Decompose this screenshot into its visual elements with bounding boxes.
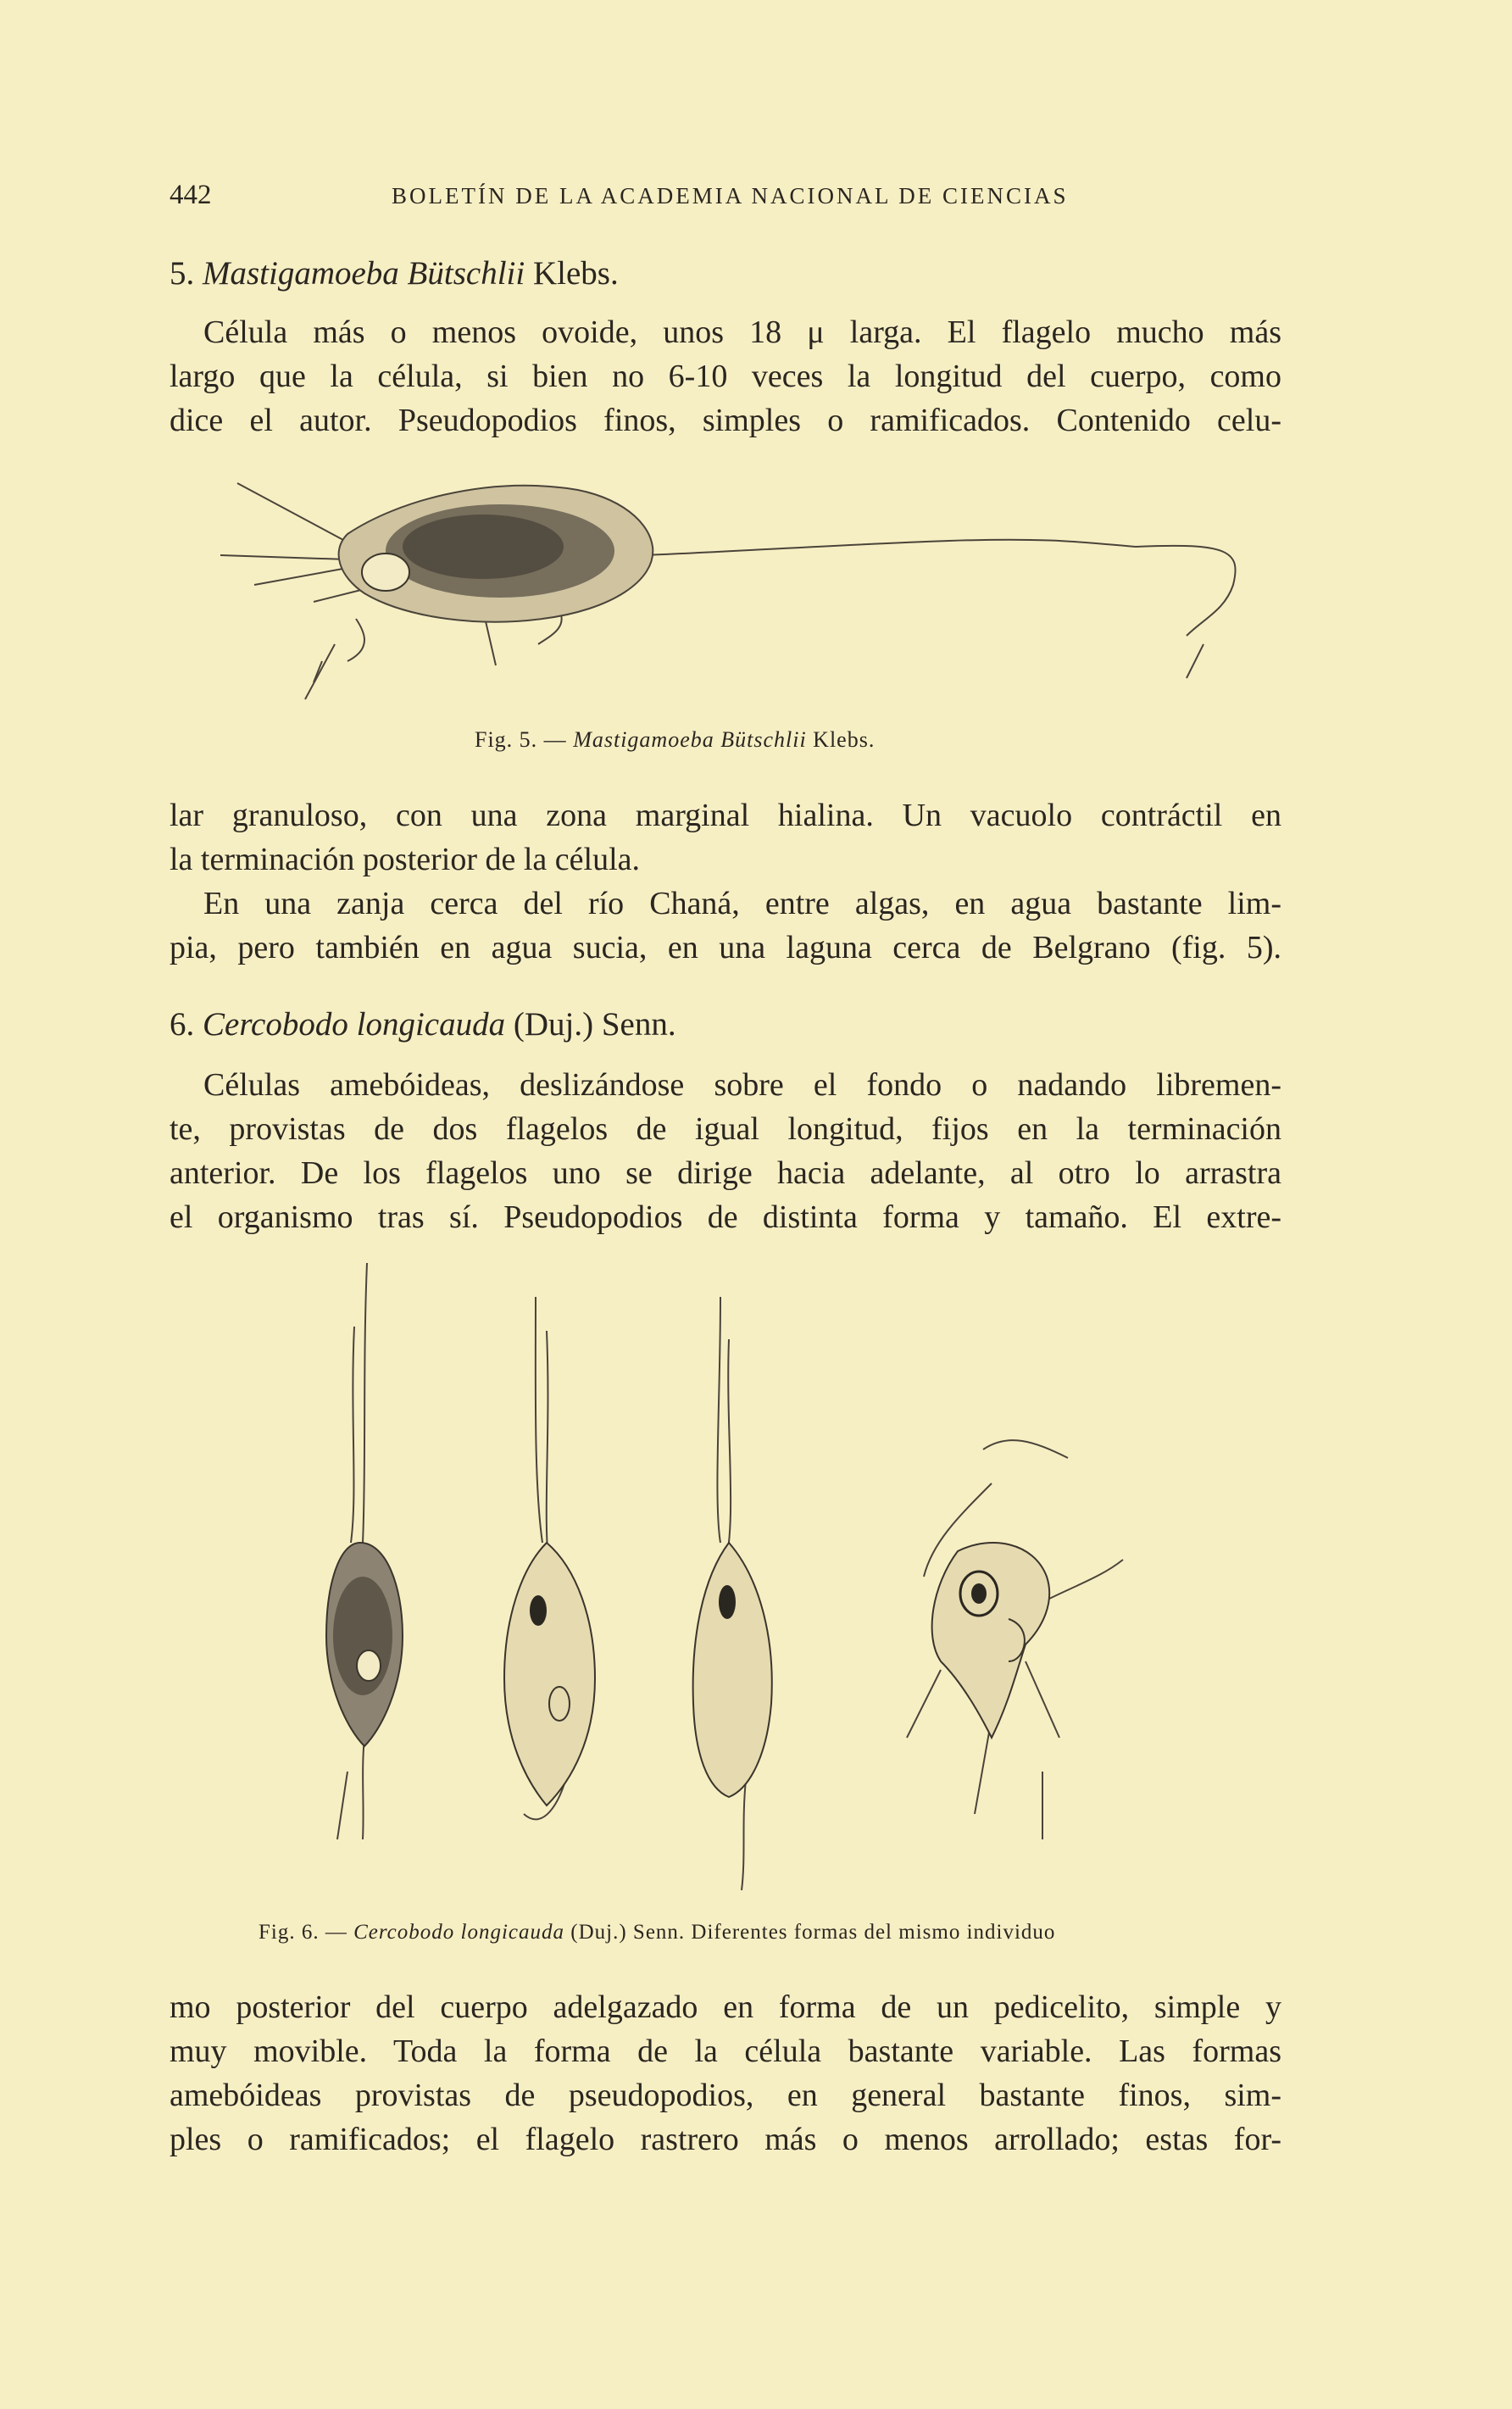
figure-5-author: Klebs. (813, 727, 876, 752)
section-6-paragraph-1 (170, 1063, 1281, 1239)
section-5-title (170, 253, 1288, 295)
figure-6-description: Diferentes formas del mismo individuo (691, 1921, 1056, 1944)
figure-5-illustration (203, 466, 1254, 720)
section-6-paragraph-2 (170, 1985, 1281, 2161)
text-line: lar granuloso, con una zona marginal hialina. Un vacuolo contráctil en (170, 798, 1281, 833)
running-head (170, 180, 1288, 214)
running-title: BOLETÍN DE LA ACADEMIA NACIONAL DE CIENCIAS (392, 183, 1069, 209)
section-5-paragraph-3 (170, 882, 1281, 970)
section-5-paragraph-2 (170, 793, 1281, 882)
text-line: amebóideas provistas de pseudopodios, en general bastante finos, sim- (170, 2078, 1281, 2113)
text-line: dice el autor. Pseudopodios finos, simples o ramificados. Contenido celu- (170, 403, 1281, 438)
text-line: la terminación posterior de la célula. (170, 842, 640, 877)
figure-5-label: Fig. 5. — (475, 727, 567, 752)
text-line: el organismo tras sí. Pseudopodios de distinta forma y tamaño. El extre- (170, 1199, 1281, 1235)
section-6-species: Cercobodo longicauda (203, 1006, 506, 1043)
section-5-species: Mastigamoeba Bütschlii (203, 255, 525, 292)
figure-6-illustration (280, 1263, 1170, 1899)
figure-6-author: (Duj.) Senn. (570, 1921, 686, 1944)
text-line: te, provistas de dos flagelos de igual longitud, fijos en la terminación (170, 1111, 1281, 1147)
text-line: Célula más o menos ovoide, unos 18 μ larga. El flagelo mucho más (203, 314, 1281, 350)
figure-6-caption (258, 1921, 1055, 1944)
text-line: En una zanja cerca del río Chaná, entre algas, en agua bastante lim- (203, 886, 1281, 921)
text-line: largo que la célula, si bien no 6-10 veces la longitud del cuerpo, como (170, 359, 1281, 394)
figure-6-label: Fig. 6. — (258, 1921, 347, 1944)
figure-5-species: Mastigamoeba Bütschlii (573, 727, 807, 752)
section-6-number: 6. (170, 1006, 195, 1043)
section-5-author: Klebs. (532, 255, 619, 292)
section-5-number: 5. (170, 255, 195, 292)
section-6-title (170, 1004, 1288, 1046)
figure-6-species: Cercobodo longicauda (353, 1921, 565, 1944)
section-5-paragraph-1 (170, 310, 1281, 442)
page-number: 442 (170, 180, 212, 210)
text-line: anterior. De los flagelos uno se dirige hacia adelante, al otro lo arrastra (170, 1155, 1281, 1191)
text-line: ples o ramificados; el flagelo rastrero más o menos arrollado; estas for- (170, 2122, 1281, 2157)
text-line: Células amebóideas, deslizándose sobre el fondo o nadando libremen- (203, 1067, 1281, 1103)
text-line: pia, pero también en agua sucia, en una laguna cerca de Belgrano (fig. 5). (170, 930, 1281, 965)
section-6-author: (Duj.) Senn. (513, 1006, 676, 1043)
text-line: mo posterior del cuerpo adelgazado en forma de un pedicelito, simple y (170, 1989, 1281, 2025)
text-line: muy movible. Toda la forma de la célula bastante variable. Las formas (170, 2033, 1281, 2069)
figure-5-caption (475, 727, 875, 753)
